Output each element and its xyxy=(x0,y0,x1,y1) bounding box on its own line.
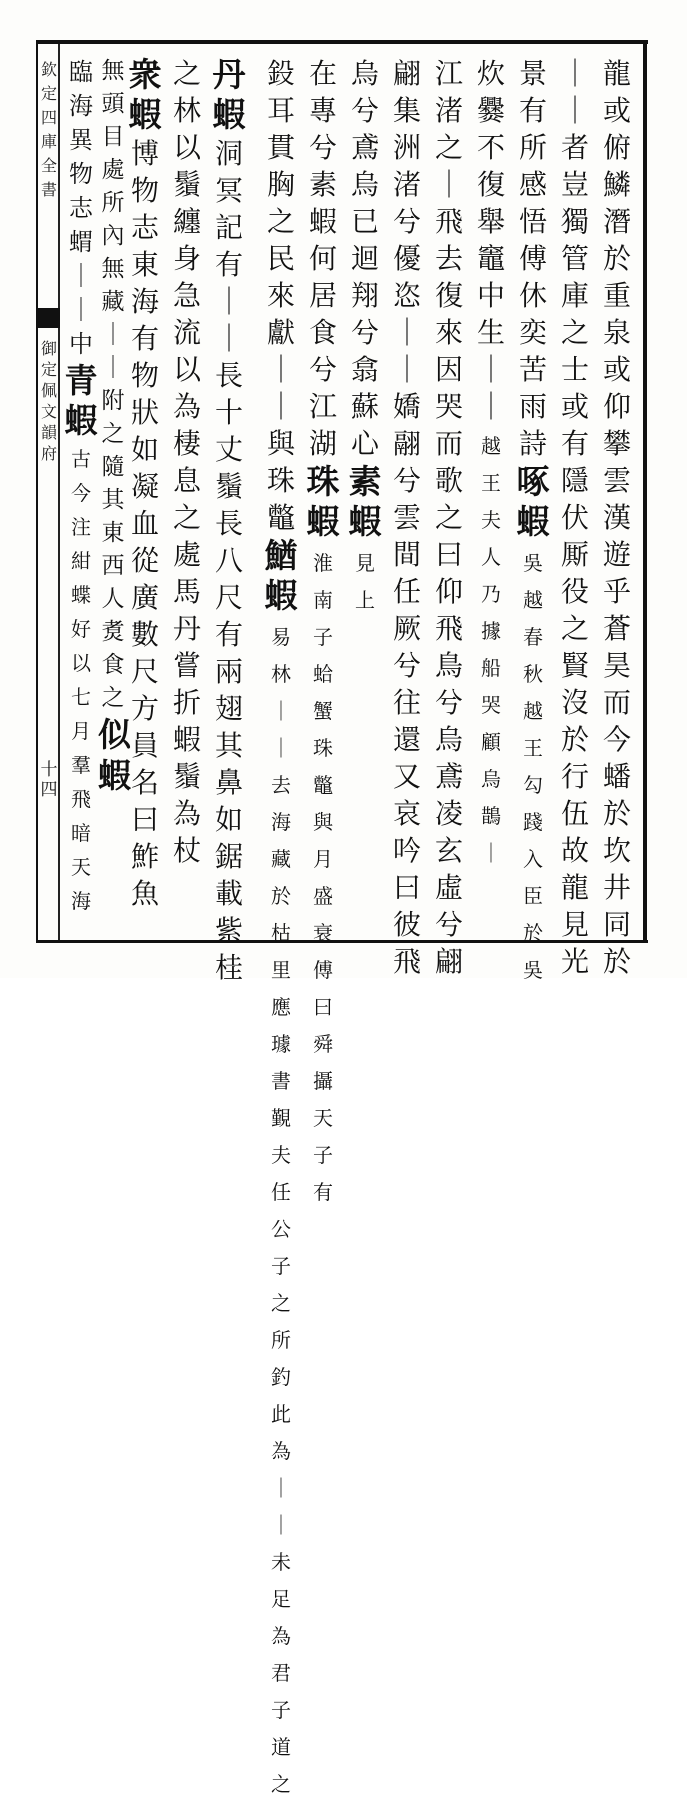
fishtail-mark xyxy=(38,308,60,328)
column-text: 洞冥記有｜｜長十丈鬚長八尺有兩翅其鼻如鋸載紫桂 xyxy=(214,137,243,984)
annotation-note: 易林｜｜去海藏於枯里應璩書覲夫任公子之所釣此為｜｜未足為君子道之 xyxy=(271,625,291,1796)
margin-divider-rule xyxy=(58,44,60,940)
column-text: 在專兮素蝦何居食兮江湖 xyxy=(308,57,337,460)
annotation-note: 越王夫人乃據船哭顧烏鵲｜ xyxy=(481,434,501,865)
annotation-note: 淮南子蛤蟹珠鼈與月盛衰傅曰舜攝天子有 xyxy=(313,551,333,1204)
page-number: 十四 xyxy=(40,760,58,800)
text-column-10 xyxy=(210,55,248,986)
column-text: 炊爨不復舉竈中生｜｜ xyxy=(476,57,505,423)
entry-heading: 啄蝦 xyxy=(516,462,550,541)
entry-heading-dan: 丹蝦 xyxy=(212,55,246,134)
entry-heading-qiu: 鰌蝦 xyxy=(264,536,298,615)
text-column-1: 龍或俯鱗潛於重泉或仰攀雲漢遊乎蒼昊而今蟠於坎井同於 xyxy=(602,57,631,978)
column-text: 臨海異物志蝟｜｜中 xyxy=(69,58,93,358)
text-column-6: 翩集洲渚兮優恣｜｜嬌翮兮雲間任厥兮往還又哀吟曰彼飛 xyxy=(392,57,421,978)
annotation-note: 古今注紺蝶好以七月羣飛暗天海 xyxy=(71,447,91,913)
text-column-7 xyxy=(346,55,384,616)
annotation-note: 吳越春秋越王勾踐入臣於吳 xyxy=(523,551,543,982)
column-text: 景有所感悟傅休奕苦雨詩 xyxy=(518,57,547,460)
text-column-8 xyxy=(304,55,342,1208)
entry-heading-zhu: 珠蝦 xyxy=(306,462,340,541)
frame-top-rule xyxy=(36,40,648,44)
column-text: 博物志東海有物狀如凝血從廣數尺方員名曰鮓魚 xyxy=(130,137,159,910)
frame-left-rule xyxy=(36,40,38,943)
entry-heading-si: 似蝦 xyxy=(98,715,131,795)
text-column-9 xyxy=(262,55,300,1800)
text-column-2: ｜｜者豈獨管庫之士或有隱伏厮役之賢沒於行伍故龍見光 xyxy=(560,57,589,978)
entry-heading-qing: 青蝦 xyxy=(64,361,98,440)
frame-right-rule xyxy=(643,40,647,943)
column-text: 鈠耳貫胸之民來 xyxy=(266,57,295,312)
text-column-3 xyxy=(514,55,552,986)
text-column-13 xyxy=(98,55,131,797)
annotation-note: 見上 xyxy=(355,551,375,612)
column-text: 烏兮鳶烏已迴翔兮翕蘇心 xyxy=(350,57,379,460)
column-text: 無頭目處所內無藏｜｜附之隨其東西人煑食之 xyxy=(101,58,125,711)
margin-book-title: 欽定四庫全書 xyxy=(40,60,57,199)
text-column-5: 江渚之｜飛去復來因哭而歌之曰仰飛鳥兮烏鳶凌玄虛兮翩 xyxy=(434,57,463,978)
entry-heading-su: 素蝦 xyxy=(348,462,382,541)
margin-source-title: 御定佩文韻府 xyxy=(40,339,57,463)
text-column-14 xyxy=(64,55,98,917)
text-column-12 xyxy=(126,55,164,912)
text-column-4 xyxy=(472,55,510,869)
text-column-11: 之林以鬚纏身急流以為棲息之處馬丹嘗折蝦鬚為杖 xyxy=(172,57,201,867)
entry-heading-zhong: 衆蝦 xyxy=(128,55,162,134)
column-text-cont: 獻｜｜與珠鼈 xyxy=(266,316,295,534)
